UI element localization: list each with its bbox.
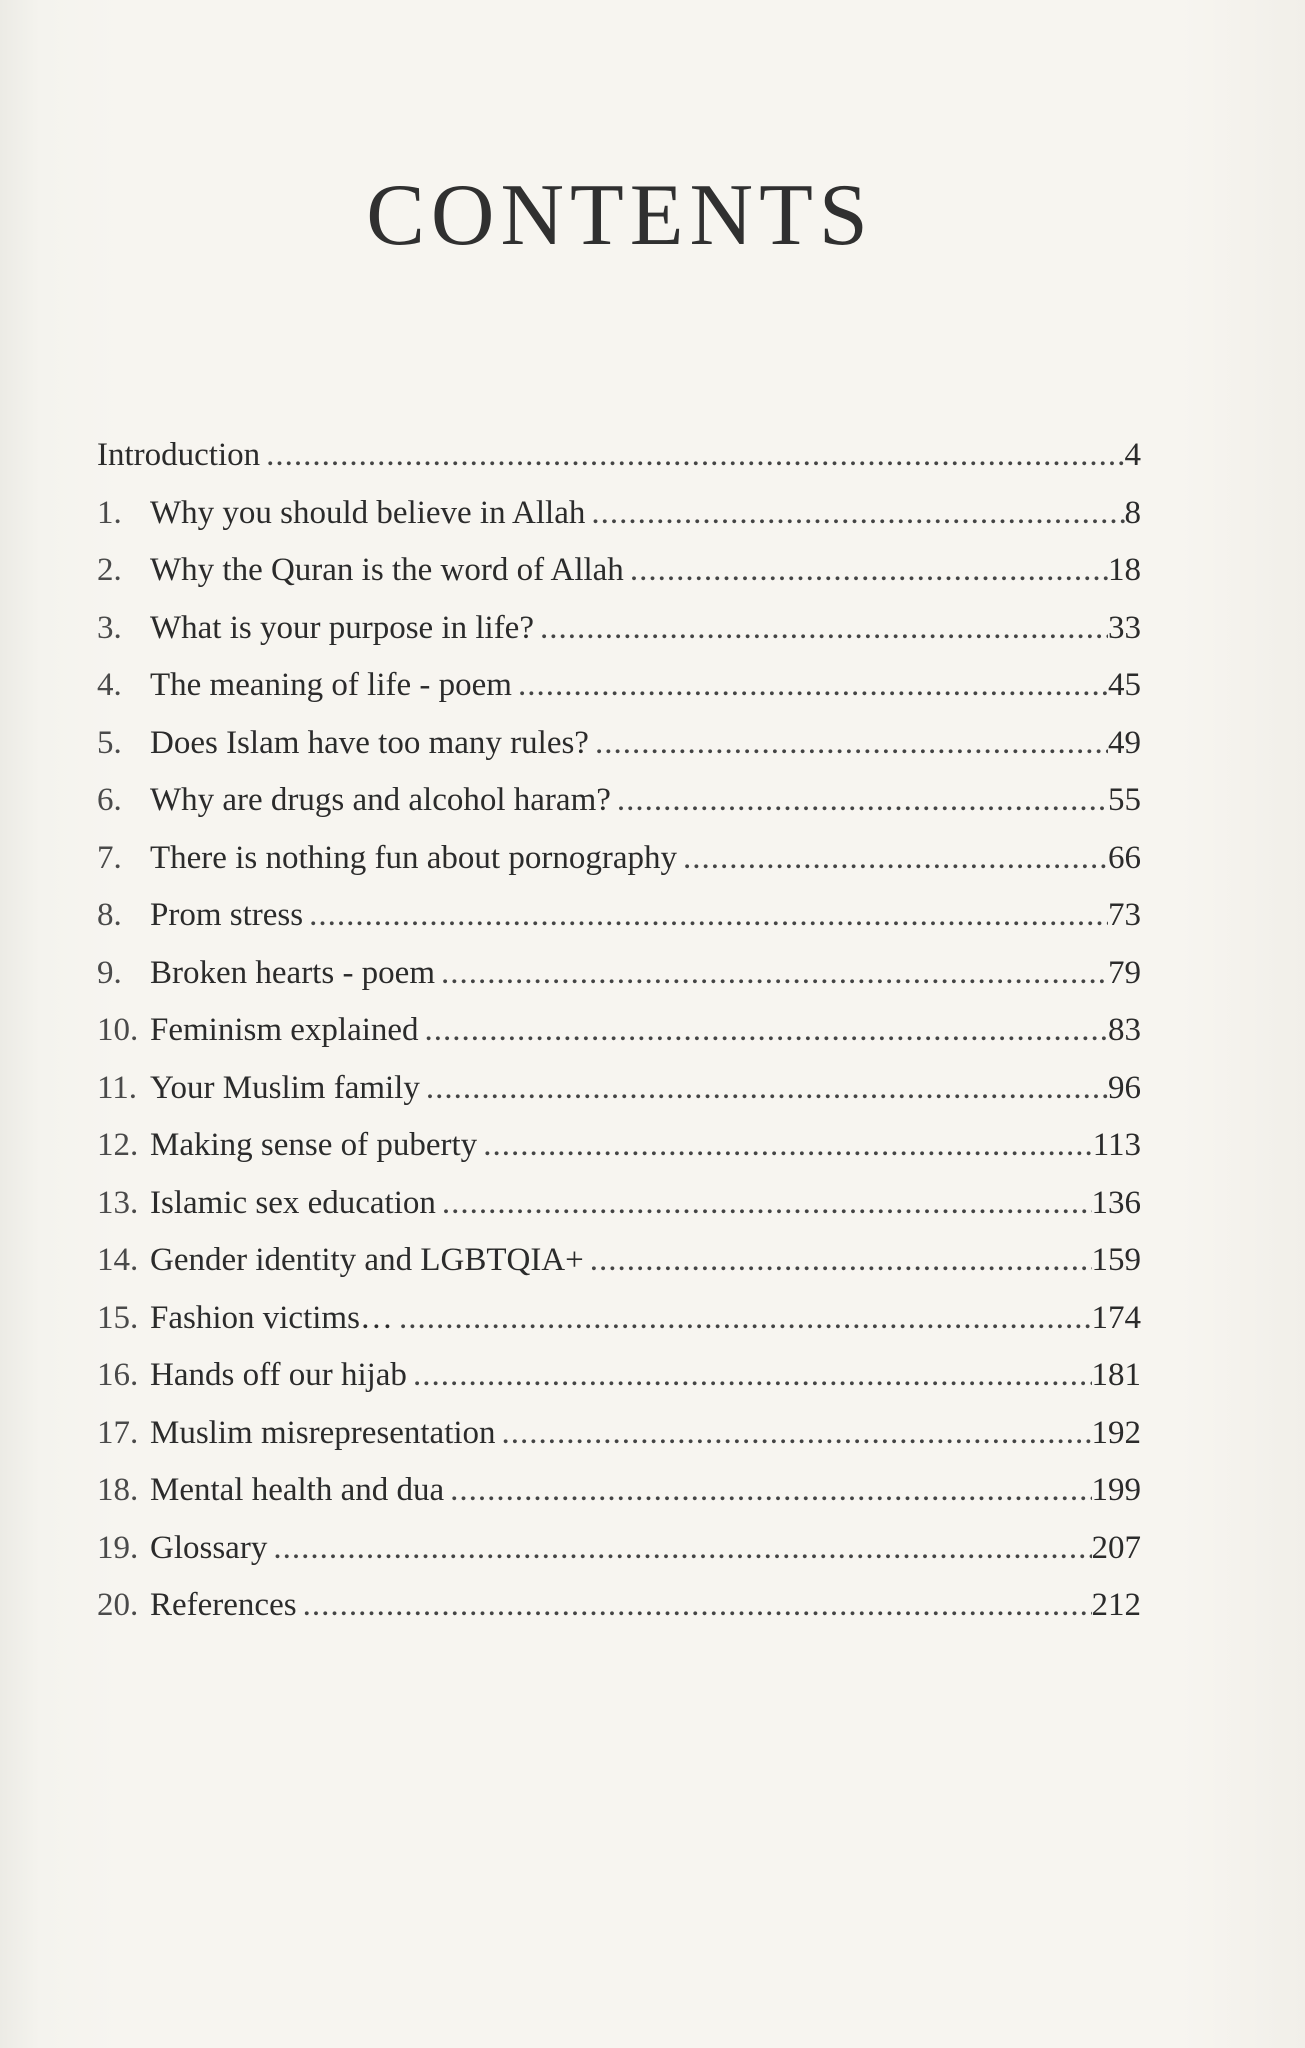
toc-entry-title: There is nothing fun about pornography	[150, 839, 677, 876]
toc-entry-number: 2.	[97, 552, 122, 588]
toc-entry-number: 17.	[97, 1414, 139, 1451]
toc-entry-number: 4.	[97, 667, 122, 703]
toc-entry-title: Your Muslim family	[150, 1069, 420, 1106]
toc-entry-page: 49	[1108, 724, 1141, 761]
toc-entry-number: 12.	[97, 1127, 139, 1163]
toc-entry	[97, 715, 1141, 773]
toc-dot-leader	[584, 1232, 1092, 1290]
toc-entry-page: 113	[1092, 1127, 1141, 1163]
toc-entry-page: 55	[1108, 782, 1141, 818]
toc-entry-page: 8	[1124, 494, 1141, 531]
toc-entry-title: Making sense of puberty	[150, 1127, 478, 1163]
toc-dot-leader	[534, 600, 1108, 658]
toc-dot-leader	[297, 1577, 1092, 1635]
toc-entry-title: Why are drugs and alcohol haram?	[150, 782, 611, 818]
toc-entry-number: 3.	[97, 609, 122, 646]
toc-entry-number: 19.	[97, 1529, 139, 1566]
toc-entry-page: 18	[1108, 552, 1141, 588]
toc-entry-title: Hands off our hijab	[150, 1357, 407, 1393]
toc-entry-page: 159	[1091, 1242, 1141, 1278]
toc-entry	[97, 1117, 1141, 1175]
toc-entry	[97, 1462, 1141, 1520]
toc-entry-number: 13.	[97, 1184, 139, 1221]
toc-entry	[97, 1060, 1141, 1118]
toc-dot-leader	[589, 715, 1108, 773]
toc-entry-title: Introduction	[97, 437, 261, 473]
toc-entry	[97, 1405, 1141, 1463]
toc-entry	[97, 945, 1141, 1003]
toc-entry-page: 212	[1091, 1587, 1141, 1623]
toc-entry-title: Broken hearts - poem	[150, 954, 435, 991]
toc-entry-number: 15.	[97, 1299, 139, 1336]
toc-entry-number: 5.	[97, 724, 122, 761]
toc-dot-leader	[585, 485, 1124, 543]
toc-entry	[97, 427, 1141, 485]
toc-entry-title: Muslim misrepresentation	[150, 1414, 496, 1451]
toc-entry	[97, 887, 1141, 945]
toc-entry	[97, 1232, 1141, 1290]
toc-dot-leader	[419, 1002, 1108, 1060]
toc-dot-leader	[303, 887, 1108, 945]
toc-entry	[97, 1520, 1141, 1578]
toc-dot-leader	[624, 542, 1108, 600]
toc-entry	[97, 830, 1141, 888]
toc-entry-number: 6.	[97, 782, 122, 818]
toc-entry-page: 199	[1091, 1472, 1141, 1508]
toc-dot-leader	[435, 945, 1108, 1003]
toc-entry-page: 83	[1108, 1012, 1141, 1048]
toc-entry-title: Feminism explained	[150, 1012, 419, 1048]
toc-entry-title: Prom stress	[150, 897, 304, 933]
toc-entry	[97, 772, 1141, 830]
toc-entry-page: 136	[1091, 1184, 1141, 1221]
toc-dot-leader	[677, 830, 1108, 888]
toc-entry-title: What is your purpose in life?	[150, 609, 534, 646]
toc-entry-number: 18.	[97, 1472, 139, 1508]
toc-dot-leader	[611, 772, 1108, 830]
toc-dot-leader	[436, 1175, 1092, 1233]
toc-entry-page: 181	[1091, 1357, 1141, 1393]
toc-entry-number: 16.	[97, 1357, 139, 1393]
toc-dot-leader	[477, 1117, 1093, 1175]
toc-dot-leader	[260, 427, 1124, 485]
toc-entry	[97, 1290, 1141, 1348]
toc-entry-title: The meaning of life - poem	[150, 667, 512, 703]
toc-entry-title: Islamic sex education	[150, 1184, 436, 1221]
toc-dot-leader	[420, 1060, 1108, 1118]
toc-entry-page: 174	[1091, 1299, 1141, 1336]
toc-entry-title: Why you should believe in Allah	[150, 494, 586, 531]
toc-entry-page: 79	[1108, 954, 1141, 991]
page-title: CONTENTS	[366, 167, 874, 264]
toc-entry	[97, 600, 1141, 658]
toc-entry	[97, 657, 1141, 715]
toc-entry-number: 8.	[97, 897, 122, 933]
toc-entry-title: Mental health and dua	[150, 1472, 445, 1508]
toc-entry	[97, 1577, 1141, 1635]
toc-dot-leader	[496, 1405, 1092, 1463]
toc-entry	[97, 1347, 1141, 1405]
toc-entry	[97, 485, 1141, 543]
toc-entry-number: 11.	[97, 1069, 138, 1106]
toc-entry-number: 14.	[97, 1242, 139, 1278]
toc-entry	[97, 542, 1141, 600]
toc-entry-page: 45	[1108, 667, 1141, 703]
toc-entry-number: 1.	[97, 494, 122, 531]
table-of-contents	[97, 427, 1141, 1635]
toc-entry	[97, 1175, 1141, 1233]
toc-entry-number: 7.	[97, 839, 122, 876]
toc-entry-page: 4	[1124, 437, 1141, 473]
toc-entry-title: Fashion victims…	[150, 1299, 393, 1336]
toc-entry-number: 20.	[97, 1587, 139, 1623]
toc-dot-leader	[407, 1347, 1092, 1405]
toc-entry-title: Gender identity and LGBTQIA+	[150, 1242, 584, 1278]
toc-entry-page: 96	[1108, 1069, 1141, 1106]
toc-entry-number: 10.	[97, 1012, 139, 1048]
toc-entry-title: Why the Quran is the word of Allah	[150, 552, 624, 588]
toc-dot-leader	[267, 1520, 1091, 1578]
toc-dot-leader	[444, 1462, 1091, 1520]
toc-dot-leader	[512, 657, 1108, 715]
toc-entry-title: Does Islam have too many rules?	[150, 724, 589, 761]
toc-entry-title: Glossary	[150, 1529, 268, 1566]
toc-entry	[97, 1002, 1141, 1060]
toc-entry-page: 192	[1091, 1414, 1141, 1451]
toc-entry-page: 207	[1091, 1529, 1141, 1566]
toc-dot-leader	[393, 1290, 1092, 1348]
toc-entry-page: 73	[1108, 897, 1141, 933]
toc-entry-number: 9.	[97, 954, 122, 991]
toc-entry-title: References	[150, 1587, 297, 1623]
toc-entry-page: 66	[1108, 839, 1141, 876]
toc-entry-page: 33	[1108, 609, 1141, 646]
